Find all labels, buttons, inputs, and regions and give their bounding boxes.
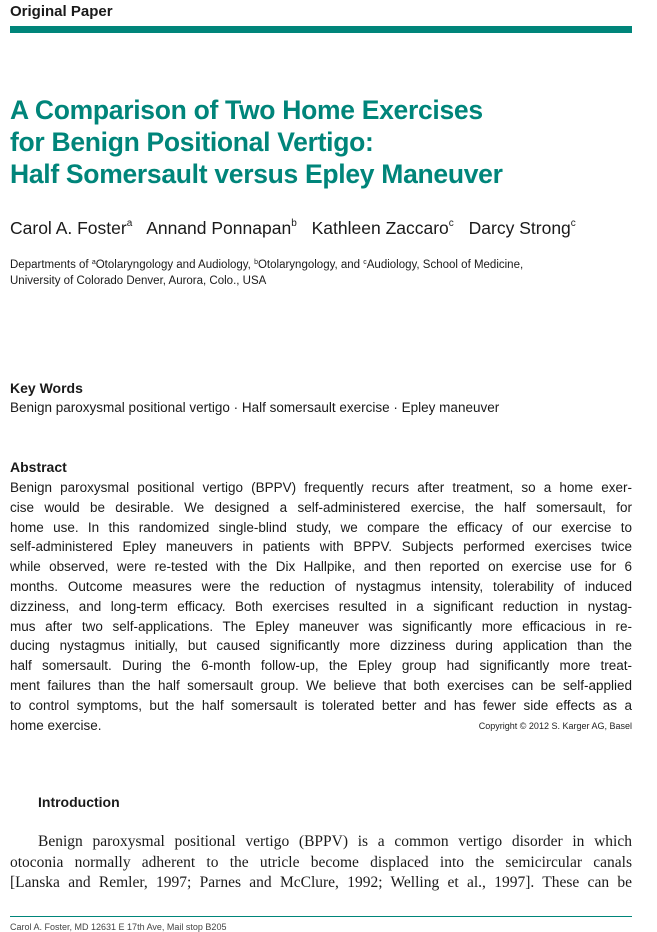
author: Kathleen Zaccaro$^c$ [311,218,454,238]
body-line: [Lanska and Remler, 1997; Parnes and McClure, 1992; Welling et al., 1997]. These can be [10,874,632,891]
header-rule [10,26,632,33]
abstract-line: mus after two self-applications. The Epley maneuver was significantly more efficacious in re- [10,618,632,634]
author: Darcy Strong$^c$ [468,218,576,238]
footer-text: Carol A. Foster, MD 12631 E 17th Ave, Mail stop B205 [10,922,227,932]
abstract-line: to control symptoms, but the half somersault is tolerated better and has fewer side effects as a [10,697,632,713]
article-type-label: Original Paper [10,3,113,20]
abstract-line: dizziness, and long-term efficacy. Both exercises resulted in a significant reduction in nystag- [10,598,632,614]
title-line: Half Somersault versus Epley Maneuver [10,159,503,189]
abstract-line: ment failures than the half somersault group. We believe that both exercises can be self-applied [10,677,632,693]
abstract-line: months. Outcome measures were the reduction of nystagmus intensity, tolerability of induced [10,578,632,594]
abstract-line: home use. In this randomized single-blind study, we compare the efficacy of our exercise to [10,519,632,535]
abstract-line: half somersault. During the 6-month follow-up, the Epley group had significantly more treat- [10,658,632,674]
abstract-heading: Abstract [10,459,67,475]
abstract-line: cise would be desirable. We designed a self-administered exercise, the half somersault, for [10,499,632,515]
abstract-line: while observed, were re-tested with the Dix Hallpike, and then reported on exercise use for 6 [10,559,632,575]
introduction-body [10,832,632,894]
author: Carol A. Foster$^a$ [10,218,133,238]
abstract-line: self-administered Epley maneuvers in patients with BPPV. Subjects performed exercises twice [10,539,632,555]
affiliation-line: Departments of $^a$Otolaryngology and Audiology, $^b$Otolaryngology, and $^c$Audiology, School of Medicine, [10,259,524,271]
abstract-body [10,478,632,735]
author-list [10,218,586,239]
abstract-line: ducing nystagmus initially, but caused significantly more dizziness during application than the [10,638,632,654]
abstract-line: Benign paroxysmal positional vertigo (BPPV) frequently recurs after treatment, so a home exer- [10,480,632,495]
introduction-heading: Introduction [38,794,120,810]
copyright-notice: Copyright © 2012 S. Karger AG, Basel [478,721,632,731]
author: Annand Ponnapan$^b$ [146,218,297,238]
title-line: for Benign Positional Vertigo: [10,127,374,157]
keywords-heading: Key Words [10,380,83,396]
keywords-text: Benign paroxysmal positional vertigo · Half somersault exercise · Epley maneuver [10,400,500,415]
abstract-line: home exercise. [10,717,102,733]
paper-title [10,94,630,190]
affiliation-line: University of Colorado Denver, Aurora, Colo., USA [10,275,267,287]
affiliation [10,255,630,289]
body-line: otoconia normally adherent to the utricle become displaced into the semicircular canals [10,853,632,871]
footer-rule [10,916,632,917]
body-line: Benign paroxysmal positional vertigo (BPPV) is a common vertigo disorder in which [38,833,632,850]
title-line: A Comparison of Two Home Exercises [10,95,483,125]
